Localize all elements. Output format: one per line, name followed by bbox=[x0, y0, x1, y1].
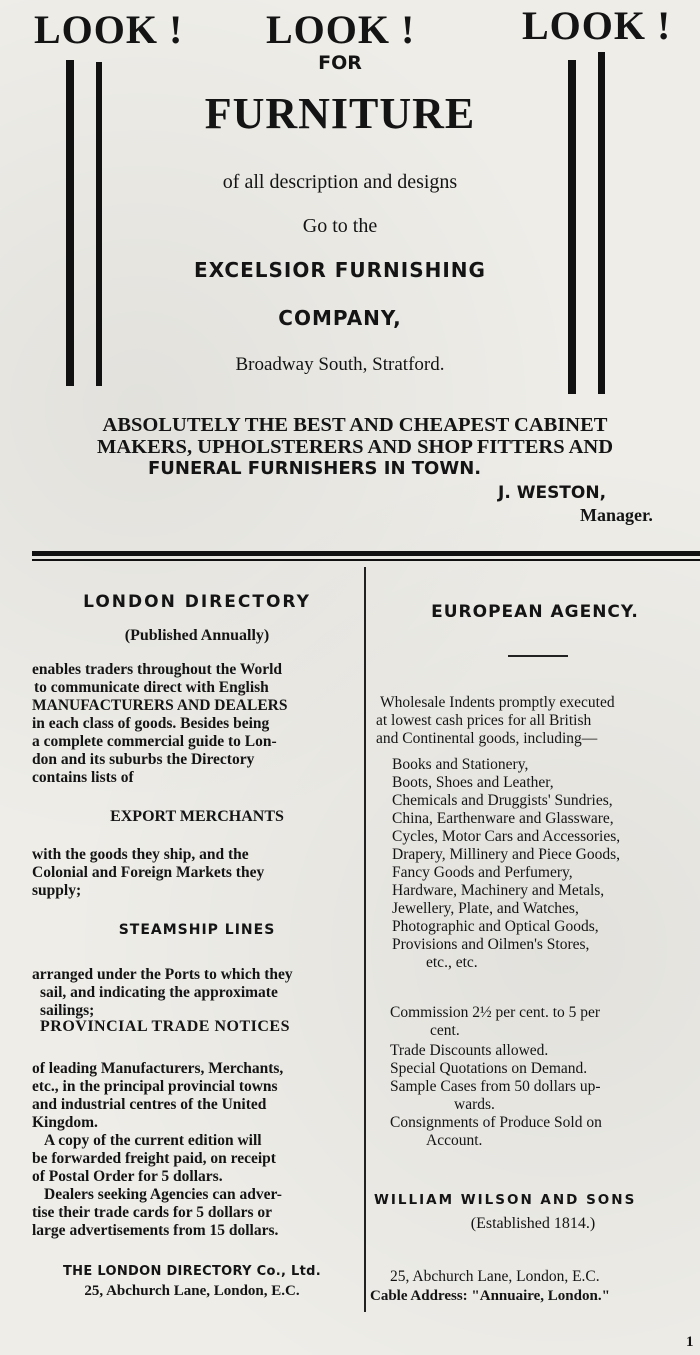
right-goods-item: etc., etc. bbox=[426, 954, 478, 971]
right-intro-line: and Continental goods, including— bbox=[376, 730, 598, 747]
ad-company-name: EXCELSIOR FURNISHING bbox=[194, 258, 486, 282]
left-para-dealers-line: Dealers seeking Agencies can adver- bbox=[44, 1186, 282, 1203]
page-number: 1 bbox=[686, 1334, 694, 1350]
left-para-steamship-line: sail, and indicating the approximate bbox=[40, 984, 278, 1001]
left-para-intro-line: enables traders throughout the World bbox=[32, 661, 283, 678]
right-goods-item: Drapery, Millinery and Piece Goods, bbox=[392, 846, 620, 863]
ad-signatory-title: Manager. bbox=[580, 505, 653, 525]
right-intro bbox=[376, 694, 698, 748]
right-firm-name: WILLIAM WILSON AND SONS bbox=[374, 1192, 637, 1208]
left-footer-company: THE LONDON DIRECTORY Co., Ltd. bbox=[63, 1264, 321, 1279]
left-para-steamship-line: sailings; bbox=[40, 1002, 95, 1019]
right-terms-line: Trade Discounts allowed. bbox=[390, 1042, 549, 1059]
right-intro-line: at lowest cash prices for all British bbox=[376, 712, 592, 729]
left-para-copy-line: be forwarded freight paid, on receipt bbox=[32, 1150, 276, 1167]
left-para-intro-line: a complete commercial guide to Lon- bbox=[32, 733, 277, 750]
right-terms-line: wards. bbox=[454, 1096, 495, 1113]
ad-furniture: FURNITURE bbox=[204, 89, 476, 138]
left-title: LONDON DIRECTORY bbox=[83, 592, 311, 612]
left-para-export-line: supply; bbox=[32, 882, 82, 899]
ad-tagline-1: ABSOLUTELY THE BEST AND CHEAPEST CABINET bbox=[102, 414, 608, 436]
left-para-intro-line: in each class of goods. Besides being bbox=[32, 715, 270, 732]
right-consignments bbox=[390, 1114, 698, 1150]
left-para-intro-line: don and its suburbs the Directory bbox=[32, 751, 255, 768]
right-goods-item: China, Earthenware and Glassware, bbox=[392, 810, 614, 827]
left-para-copy bbox=[32, 1132, 362, 1186]
ad-tagline-2: MAKERS, UPHOLSTERERS AND SHOP FITTERS AND bbox=[96, 436, 614, 458]
right-commission-line: Commission 2½ per cent. to 5 per bbox=[390, 1004, 601, 1021]
left-para-copy-line: A copy of the current edition will bbox=[44, 1132, 262, 1149]
right-terms-line: Special Quotations on Demand. bbox=[390, 1060, 588, 1077]
right-goods-list bbox=[392, 756, 698, 972]
ad-signatory: J. WESTON, bbox=[498, 483, 607, 503]
left-subtitle: (Published Annually) bbox=[124, 627, 270, 644]
left-para-export bbox=[32, 846, 362, 900]
right-established: (Established 1814.) bbox=[470, 1215, 596, 1232]
right-goods-item: Chemicals and Druggists' Sundries, bbox=[392, 792, 613, 809]
left-heading-steamship: STEAMSHIP LINES bbox=[118, 922, 276, 938]
right-goods-item: Jewellery, Plate, and Watches, bbox=[392, 900, 579, 917]
left-para-steamship-line: arranged under the Ports to which they bbox=[32, 966, 293, 983]
right-consignments-line: Consignments of Produce Sold on bbox=[390, 1114, 602, 1131]
left-para-copy-line: of Postal Order for 5 dollars. bbox=[32, 1168, 223, 1185]
right-title-rule bbox=[508, 655, 568, 657]
section-rule-thick bbox=[32, 551, 700, 556]
look-heading-3: LOOK ! bbox=[522, 3, 672, 48]
right-title: EUROPEAN AGENCY. bbox=[431, 602, 639, 622]
left-para-provincial-line: and industrial centres of the United bbox=[32, 1096, 267, 1113]
ad-border-left-outer bbox=[66, 60, 74, 386]
ad-company-suffix: COMPANY, bbox=[278, 306, 402, 330]
left-para-intro bbox=[32, 661, 362, 787]
left-para-provincial-line: Kingdom. bbox=[32, 1114, 98, 1131]
left-para-intro-line: contains lists of bbox=[32, 769, 134, 786]
right-goods-item: Books and Stationery, bbox=[392, 756, 529, 773]
left-heading-provincial: PROVINCIAL TRADE NOTICES bbox=[40, 1018, 290, 1035]
left-para-dealers bbox=[32, 1186, 362, 1240]
right-goods-item: Cycles, Motor Cars and Accessories, bbox=[392, 828, 621, 845]
left-para-provincial-line: of leading Manufacturers, Merchants, bbox=[32, 1060, 284, 1077]
right-goods-item: Fancy Goods and Perfumery, bbox=[392, 864, 573, 881]
right-commission bbox=[390, 1004, 698, 1040]
right-terms bbox=[390, 1042, 698, 1114]
left-para-dealers-line: large advertisements from 15 dollars. bbox=[32, 1222, 279, 1239]
look-heading-2: LOOK ! bbox=[266, 7, 416, 52]
right-goods-item: Hardware, Machinery and Metals, bbox=[392, 882, 605, 899]
ad-address: Broadway South, Stratford. bbox=[235, 354, 445, 375]
column-divider bbox=[364, 567, 366, 1312]
left-footer-address: 25, Abchurch Lane, London, E.C. bbox=[84, 1283, 300, 1299]
left-para-export-line: Colonial and Foreign Markets they bbox=[32, 864, 265, 881]
ad-description: of all description and designs bbox=[222, 171, 458, 193]
ad-border-left-inner bbox=[96, 62, 102, 386]
right-commission-line: cent. bbox=[430, 1022, 460, 1039]
left-para-steamship bbox=[32, 966, 362, 1020]
right-goods-item: Provisions and Oilmen's Stores, bbox=[392, 936, 590, 953]
left-heading-export: EXPORT MERCHANTS bbox=[110, 808, 284, 825]
right-intro-line: Wholesale Indents promptly executed bbox=[380, 694, 615, 711]
ad-tagline-3: FUNERAL FURNISHERS IN TOWN. bbox=[148, 458, 482, 479]
right-goods-item: Photographic and Optical Goods, bbox=[392, 918, 599, 935]
left-para-provincial-line: etc., in the principal provincial towns bbox=[32, 1078, 278, 1095]
left-para-intro-line: to communicate direct with English bbox=[34, 679, 269, 696]
right-consignments-line: Account. bbox=[426, 1132, 483, 1149]
right-goods-item: Boots, Shoes and Leather, bbox=[392, 774, 554, 791]
left-para-provincial bbox=[32, 1060, 362, 1132]
right-address: 25, Abchurch Lane, London, E.C. bbox=[390, 1268, 600, 1285]
right-cable-address: Cable Address: "Annuaire, London." bbox=[370, 1288, 610, 1304]
ad-border-right-outer bbox=[598, 52, 605, 394]
ad-for: FOR bbox=[318, 52, 362, 74]
left-para-export-line: with the goods they ship, and the bbox=[32, 846, 249, 863]
left-para-dealers-line: tise their trade cards for 5 dollars or bbox=[32, 1204, 273, 1221]
right-terms-line: Sample Cases from 50 dollars up- bbox=[390, 1078, 601, 1095]
left-para-intro-line: MANUFACTURERS AND DEALERS bbox=[32, 697, 288, 714]
section-rule-thin bbox=[32, 559, 700, 561]
ad-go-to: Go to the bbox=[302, 215, 378, 237]
look-heading-1: LOOK ! bbox=[34, 7, 184, 52]
